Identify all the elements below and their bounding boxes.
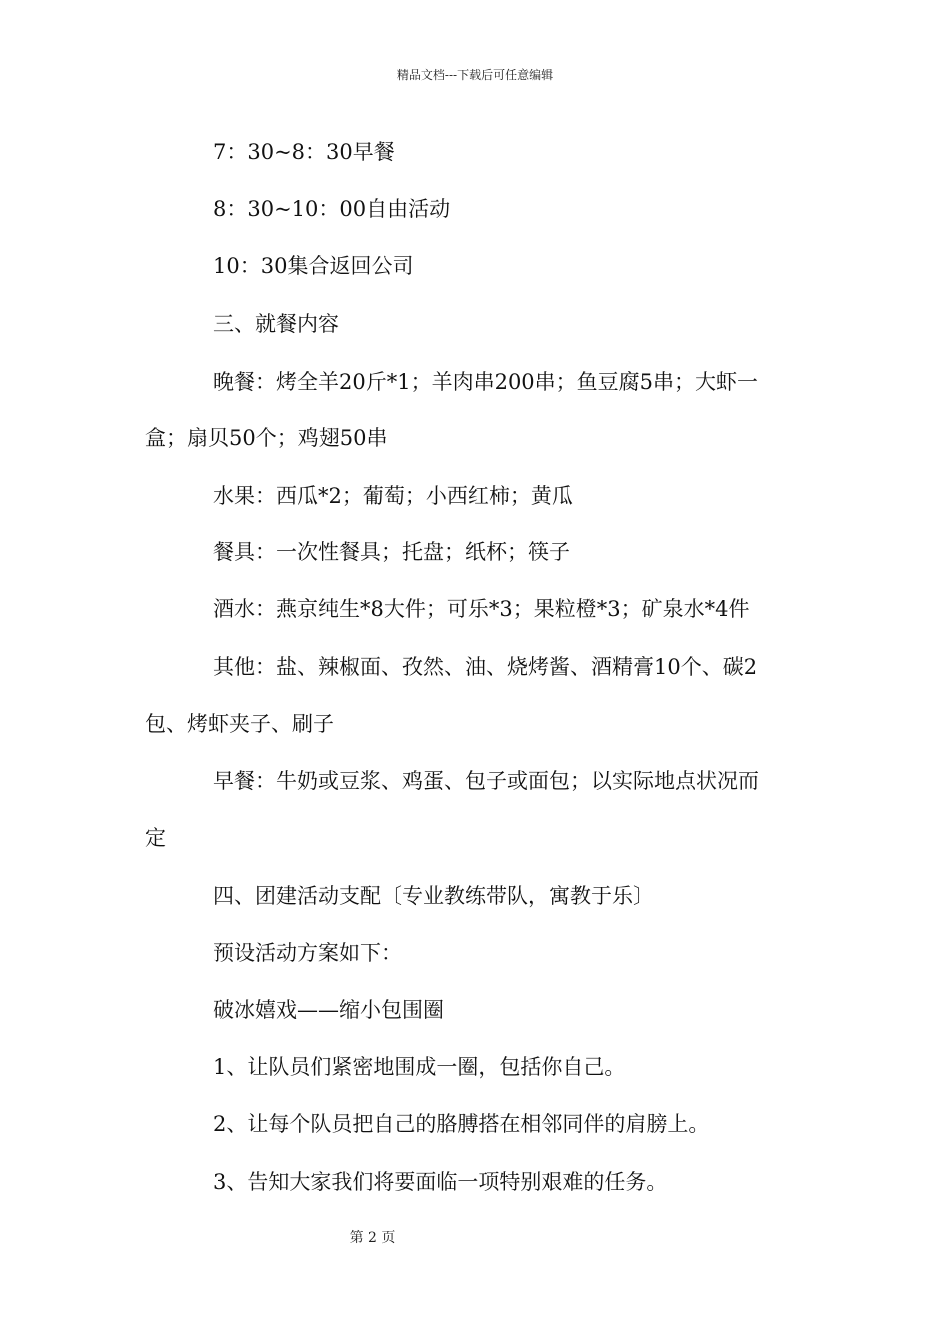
section-heading-team-building: 四、团建活动支配〔专业教练带队，寓教于乐〕 bbox=[213, 884, 654, 908]
dinner-line-1: 晚餐：烤全羊20斤*1；羊肉串200串；鱼豆腐5串；大虾一 bbox=[213, 370, 759, 394]
schedule-line-breakfast: 7：30~8：30早餐 bbox=[213, 140, 395, 164]
schedule-line-return: 10：30集合返回公司 bbox=[213, 254, 414, 278]
section-heading-meals: 三、就餐内容 bbox=[213, 312, 339, 336]
breakfast-line-1: 早餐：牛奶或豆浆、鸡蛋、包子或面包；以实际地点状况而 bbox=[213, 769, 759, 793]
schedule-line-free-activity: 8：30~10：00自由活动 bbox=[213, 197, 451, 221]
tableware-line: 餐具：一次性餐具；托盘；纸杯；筷子 bbox=[213, 540, 570, 564]
activity-title: 破冰嬉戏——缩小包围圈 bbox=[213, 998, 444, 1022]
page-number: 第 2 页 bbox=[349, 1230, 396, 1246]
others-line-2: 包、烤虾夹子、刷子 bbox=[145, 712, 334, 736]
breakfast-line-2: 定 bbox=[145, 826, 166, 850]
dinner-line-2: 盒；扇贝50个；鸡翅50串 bbox=[145, 426, 388, 450]
activity-step-1: 1、让队员们紧密地围成一圈，包括你自己。 bbox=[213, 1055, 626, 1079]
activity-step-2: 2、让每个队员把自己的胳膊搭在相邻同伴的肩膀上。 bbox=[213, 1112, 710, 1136]
others-line-1: 其他：盐、辣椒面、孜然、油、烧烤酱、酒精膏10个、碳2 bbox=[213, 655, 758, 679]
drinks-line: 酒水：燕京纯生*8大件；可乐*3；果粒橙*3；矿泉水*4件 bbox=[213, 597, 750, 621]
fruit-line: 水果：西瓜*2；葡萄；小西红柿；黄瓜 bbox=[213, 484, 573, 508]
page-header: 精品文档---下载后可任意编辑 bbox=[396, 68, 554, 82]
activity-step-3: 3、告知大家我们将要面临一项特别艰难的任务。 bbox=[213, 1170, 668, 1194]
activity-intro: 预设活动方案如下： bbox=[213, 941, 402, 965]
